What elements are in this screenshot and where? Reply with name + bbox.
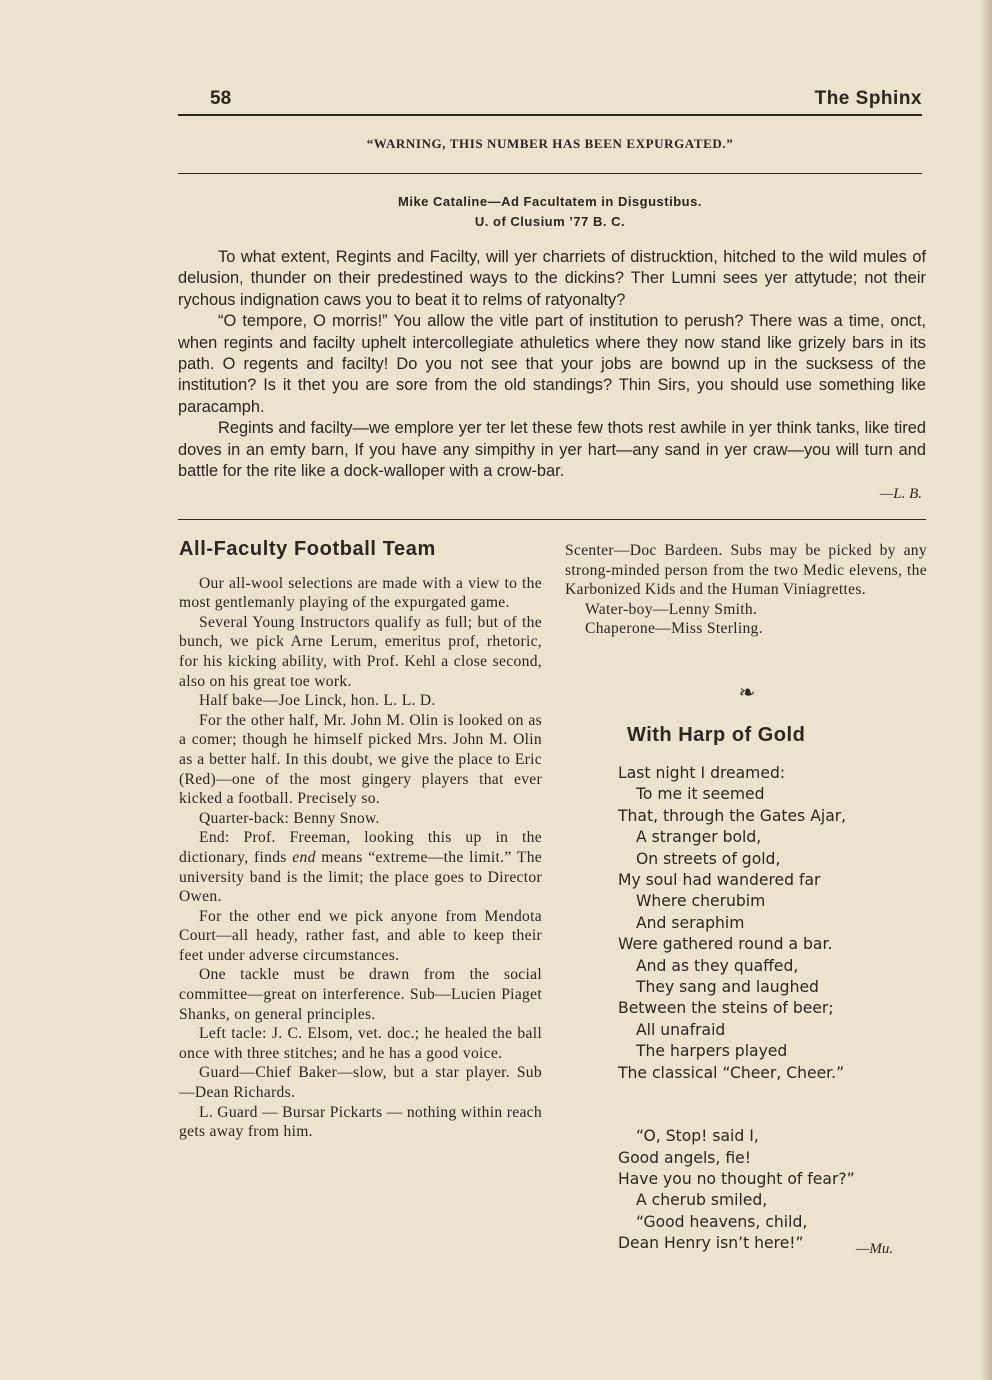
- end-lead-text: End: Prof. Freeman, looking this up in the dictionary, finds: [179, 829, 542, 866]
- stanza-break: [618, 1105, 918, 1126]
- poem-line: “O, Stop! said I,: [636, 1127, 759, 1146]
- poem-line: Last night I dreamed:: [618, 764, 786, 782]
- article-paragraph: Our all-wool selections are made with a view to the most gentlemanly playing of the expurgated game.: [179, 574, 542, 612]
- article-title: All-Faculty Football Team: [179, 538, 436, 560]
- poem-line: They sang and laughed: [636, 978, 819, 997]
- article-paragraph: L. Guard — Bursar Pickarts — nothing within reach gets away from him.: [179, 1103, 542, 1141]
- stanza-break: [618, 1084, 918, 1105]
- poem-line: On streets of gold,: [636, 849, 781, 868]
- header-rule: [178, 114, 922, 116]
- end-rest-text: means “extreme—the limit.” The university band is the limit; the place goes to Director Owen.: [179, 848, 543, 906]
- article-paragraph: Guard—Chief Baker—slow, but a star player. Sub—Dean Richards.: [179, 1064, 542, 1102]
- poem-line: The harpers played: [636, 1042, 788, 1061]
- poem-line: Where cherubim: [636, 892, 766, 911]
- poem-body: [618, 763, 918, 1255]
- end-word: end: [292, 848, 316, 866]
- article-paragraph: For the other end we pick anyone from Mendota Court—all heady, rather fast, and able to keep their feet under adverse circumstances.: [179, 907, 542, 964]
- poem-line: Dean Henry isn’t here!”: [618, 1234, 804, 1253]
- poem-line: Good angels, fie!: [618, 1148, 751, 1167]
- article-paragraph: Scenter—Doc Bardeen. Subs may be picked by any strong-minded person from the two Medic elevens, the Karbonized Kids and the Human Viniagrettes.: [565, 542, 927, 599]
- article-paragraph: Left tacle: J. C. Elsom, vet. doc.; he healed the ball once with three stitches; and he has a good voice.: [179, 1025, 542, 1062]
- article-paragraph: Water-boy—Lenny Smith.: [585, 600, 758, 618]
- warning-notice: “WARNING, THIS NUMBER HAS BEEN EXPURGATED.”: [366, 136, 734, 151]
- page-edge: [980, 0, 992, 1380]
- section-rule: [178, 519, 926, 520]
- essay-byline-school: U. of Clusium ’77 B. C.: [474, 214, 626, 229]
- article-paragraph: Several Young Instructors qualify as full; but of the bunch, we pick Arne Lerum, emeritus prof, rhetoric, for his kicking ability, with Prof. Kehl a close second, also on his great toe work.: [179, 613, 542, 690]
- poem-line: Between the steins of beer;: [618, 999, 834, 1018]
- football-article-continued: [565, 541, 927, 639]
- article-paragraph: Chaperone—Miss Sterling.: [585, 620, 763, 638]
- poem-signature: —Mu.: [856, 1241, 894, 1257]
- publication-title: The Sphinx: [814, 88, 922, 109]
- poem-line: Were gathered round a bar.: [618, 935, 833, 954]
- article-paragraph: For the other half, Mr. John M. Olin is looked on as a comer; though he himself picked Mrs. John M. Olin as a better half. In this doubt, we give the place to Eric (Red)—one of the most gingery players that ever kicked a football. Precisely so.: [179, 711, 542, 808]
- poem-line: “Good heavens, child,: [636, 1212, 808, 1231]
- essay-signature: —L. B.: [879, 486, 922, 502]
- poem-line: That, through the Gates Ajar,: [618, 806, 847, 825]
- article-paragraph: One tackle must be drawn from the social committee—great on interference. Sub—Lucien Piaget Shanks, on general principles.: [179, 966, 542, 1023]
- divider-rule: [178, 173, 922, 174]
- poem-line: And as they quaffed,: [636, 956, 799, 975]
- poem-title: With Harp of Gold: [627, 724, 806, 746]
- essay-byline: Mike Cataline—Ad Facultatem in Disgustibus.: [398, 194, 702, 209]
- essay-body: [178, 247, 926, 482]
- page-header: [178, 88, 922, 114]
- poem-line: And seraphim: [636, 913, 745, 932]
- article-paragraph: Quarter-back: Benny Snow.: [199, 809, 380, 827]
- page-number: 58: [210, 88, 232, 109]
- article-paragraph: Half bake—Joe Linck, hon. L. L. D.: [199, 692, 436, 710]
- poem-line: The classical “Cheer, Cheer.”: [618, 1063, 845, 1082]
- article-paragraph: [179, 828, 542, 906]
- poem-line: Have you no thought of fear?”: [618, 1169, 855, 1188]
- essay-paragraph: “O tempore, O morris!” You allow the vitle part of institution to perush? There was a time, onct, when regints and facilty uphelt intercollegiate athuletics where they now stand like grizely bars in its path. O regents and facilty! Do you not see that your jobs are bownd up in the sucksess of the institution? Is it thet you are sore from the old standings? Thin Sirs, you should use something like paracamph.: [178, 312, 926, 416]
- fleuron-icon: ❧: [738, 682, 756, 704]
- poem-line: A stranger bold,: [636, 828, 762, 847]
- football-article: [179, 540, 542, 1142]
- poem-line: All unafraid: [636, 1020, 726, 1039]
- poem-line: A cherub smiled,: [636, 1191, 768, 1210]
- poem-line: My soul had wandered far: [618, 871, 821, 890]
- essay-paragraph: To what extent, Regints and Facilty, will yer charriets of distrucktion, hitched to the wild mules of delusion, thunder on their predestined ways to the dickins? Ther Lumni sees yer attytude; not their rychous indignation caws you to beat it to relms of ratyonalty?: [178, 248, 926, 309]
- essay-paragraph: Regints and facilty—we emplore yer ter let these few thots rest awhile in yer think tanks, like tired doves in an emty barn, If you have any simpithy in yer hart—any sand in yer craw—you will turn and battle for the rite like a dock-walloper with a crow-bar.: [178, 419, 926, 481]
- poem-line: To me it seemed: [636, 785, 765, 804]
